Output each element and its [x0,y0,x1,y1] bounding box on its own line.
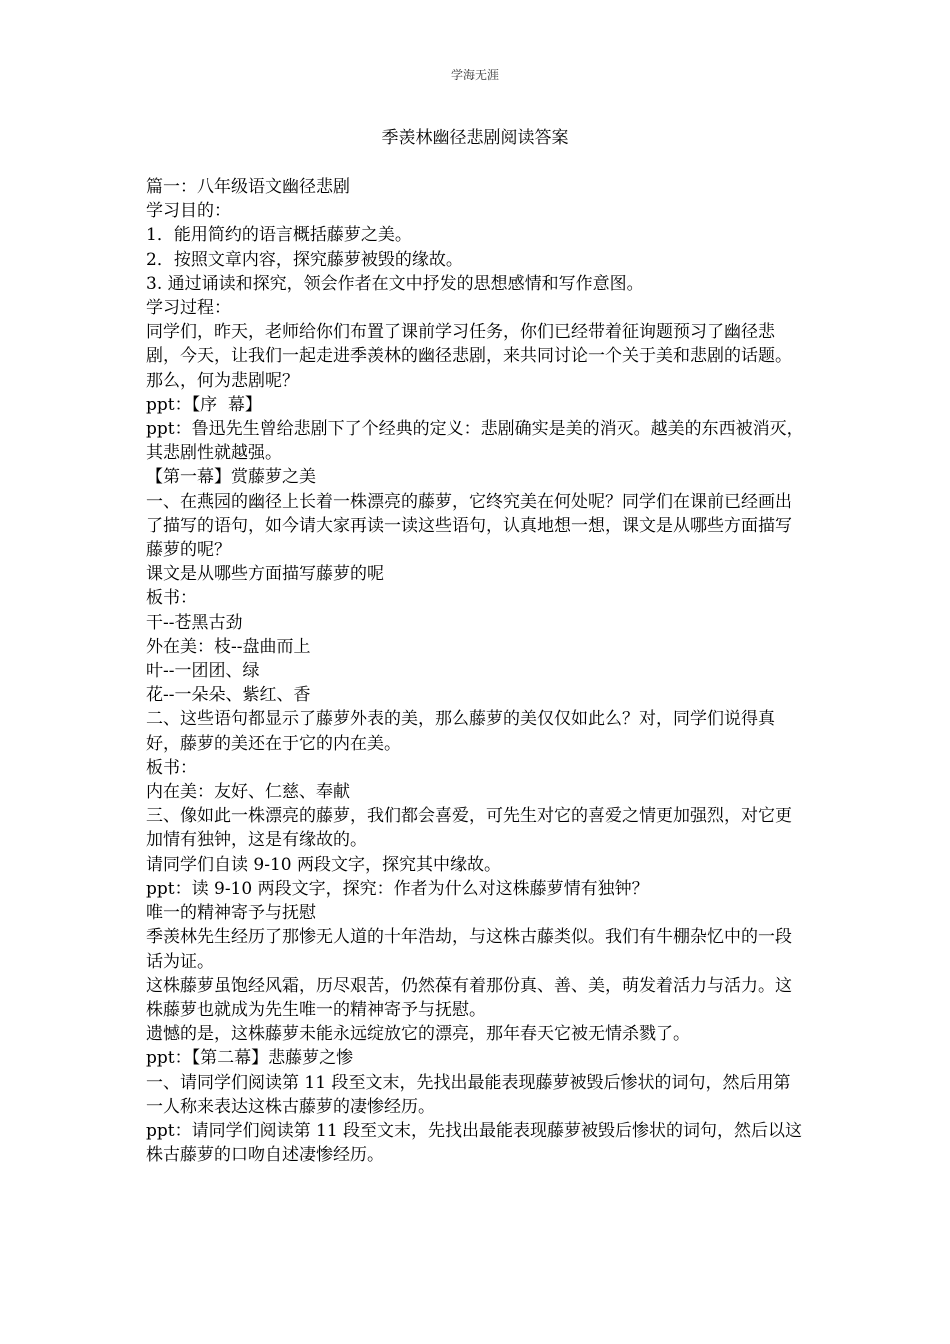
document-body [146,175,806,1167]
paragraph: 课文是从哪些方面描写藤萝的呢 [146,564,384,585]
paragraph: 外在美：枝--盘曲而上 [146,636,311,657]
paragraph: 花--一朵朵、紫红、香 [146,685,311,706]
paragraph: ppt：读 9-10 两段文字，探究：作者为什么对这株藤萝情有独钟？ [146,878,649,899]
paragraph: 三、像如此一株漂亮的藤萝，我们都会喜爱，可先生对它的喜爱之情更加强烈，对它更加情有独钟，这是有缘故的。 [146,806,792,851]
paragraph: 学习过程： [146,298,231,319]
document-title: 季羡林幽径悲剧阅读答案 [381,128,569,148]
paragraph: 1．能用简约的语言概括藤萝之美。 [146,225,412,246]
paragraph: 学习目的： [146,201,231,222]
paragraph: 请同学们自读 9-10 两段文字，探究其中缘故。 [146,854,501,875]
paragraph: ppt：【第二幕】悲藤萝之惨 [146,1048,354,1069]
page-header: 学海无涯 [450,68,499,82]
paragraph: 同学们，昨天，老师给你们布置了课前学习任务，你们已经带着征询题预习了幽径悲剧，今天，让我们一起走进季羡林的幽径悲剧，来共同讨论一个关于美和悲剧的话题。那么，何为悲剧呢？ [146,322,792,391]
paragraph: 3. 通过诵读和探究，领会作者在文中抒发的思想感情和写作意图。 [146,273,644,294]
paragraph: 干--苍黑古劲 [146,612,243,633]
paragraph: 一、请同学们阅读第 11 段至文末，先找出最能表现藤萝被毁后惨状的词句，然后用第一人称来表达这株古藤萝的凄惨经历。 [146,1072,791,1117]
paragraph: 叶--一团团、绿 [146,661,260,682]
paragraph: 这株藤萝虽饱经风霜，历尽艰苦，仍然葆有着那份真、善、美，萌发着活力与活力。这株藤萝也就成为先生唯一的精神寄予与抚慰。 [146,975,792,1020]
paragraph: 内在美：友好、仁慈、奉献 [146,782,350,803]
paragraph: 篇一：八年级语文幽径悲剧 [146,177,350,197]
paragraph: 二、这些语句都显示了藤萝外表的美，那么藤萝的美仅仅如此么？对，同学们说得真好，藤萝的美还在于它的内在美。 [146,709,775,754]
paragraph: 2．按照文章内容，探究藤萝被毁的缘故。 [146,249,463,270]
paragraph: 季羡林先生经历了那惨无人道的十年浩劫，与这株古藤类似。我们有牛棚杂忆中的一段话为证。 [146,927,792,972]
paragraph: 板书： [146,588,197,609]
paragraph: 【第一幕】赏藤萝之美 [146,467,316,488]
paragraph: 遗憾的是，这株藤萝未能永远绽放它的漂亮，那年春天它被无情杀戮了。 [146,1024,690,1045]
paragraph: 板书： [146,757,197,778]
paragraph: ppt：鲁迅先生曾给悲剧下了个经典的定义：悲剧确实是美的消灭。越美的东西被消灭，其悲剧性就越强。 [146,419,804,464]
paragraph: 一、在燕园的幽径上长着一株漂亮的藤萝，它终究美在何处呢？同学们在课前已经画出了描写的语句，如今请大家再读一读这些语句，认真地想一想，课文是从哪些方面描写藤萝的呢？ [146,491,792,561]
paragraph: ppt：【序 幕】 [146,394,262,415]
paragraph: ppt：请同学们阅读第 11 段至文末，先找出最能表现藤萝被毁后惨状的词句，然后以这株古藤萝的口吻自述凄惨经历。 [146,1120,803,1166]
paragraph: 唯一的精神寄予与抚慰 [146,903,316,924]
